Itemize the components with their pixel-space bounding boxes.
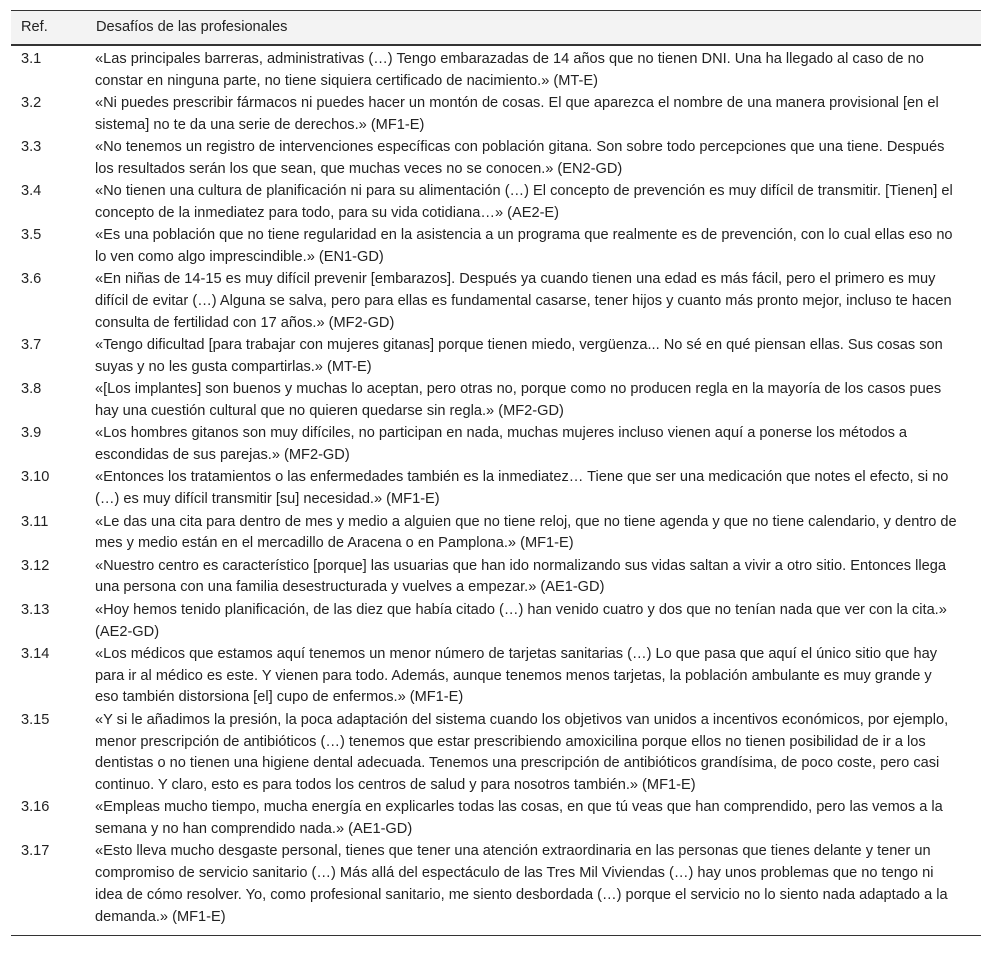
row-quote: «Ni puedes prescribir fármacos ni puedes hacer un montón de cosas. El que aparezca el nombre de una manera provisional [en el sistema] no te da una serie de derechos.» (MF1-E) [95, 94, 939, 133]
table-row [11, 644, 981, 710]
table-row [11, 600, 981, 644]
row-ref: 3.16 [21, 799, 50, 816]
challenges-table [11, 10, 981, 936]
header-challenges: Desafíos de las profesionales [96, 19, 288, 35]
row-quote: «Nuestro centro es característico [porque] las usuarias que han ido normalizando sus vidas saltan a vivir a otro sitio. Entonces llega una persona con una familia desestructurada y vuelves a empezar.» (AE1-GD) [95, 557, 946, 596]
row-ref: 3.15 [21, 711, 50, 728]
table-row [11, 335, 981, 379]
row-ref: 3.9 [21, 425, 42, 442]
row-ref: 3.5 [21, 227, 42, 244]
row-ref: 3.2 [21, 94, 42, 111]
table-body [11, 45, 981, 935]
row-ref: 3.11 [21, 513, 49, 530]
row-quote: «Tengo dificultad [para trabajar con mujeres gitanas] porque tienen miedo, vergüenza... No sé en qué piensan ellas. Sus cosas son suyas y no les gusta compartirlas.» (MT-E) [95, 337, 943, 375]
row-quote: «En niñas de 14-15 es muy difícil prevenir [embarazos]. Después ya cuando tienen una edad es más fácil, pero el primero es muy difícil de evitar (…) Alguna se salva, pero para ellas es fundamental casarse, tener hijos y cuanto más pronto mejor, incluso te hacen consulta de fertilidad con 17 años.» (MF2-GD) [95, 271, 952, 331]
challenges-table-container [11, 10, 981, 936]
row-quote: «No tienen una cultura de planificación ni para su alimentación (…) El concepto de prevención es muy difícil de transmitir. [Tienen] el concepto de la inmediatez para todo, para su vida cotidiana…» (AE2-E) [95, 183, 953, 221]
row-ref: 3.4 [21, 183, 42, 200]
table-row [11, 225, 981, 269]
table-row [11, 45, 981, 93]
row-quote: «Hoy hemos tenido planificación, de las diez que había citado (…) han venido cuatro y dos que no tenían nada que ver con la cita.» (AE2-GD) [95, 601, 947, 640]
table-row [11, 841, 981, 935]
row-ref: 3.3 [21, 138, 42, 155]
header-ref: Ref. [21, 19, 48, 35]
row-quote: «Es una población que no tiene regularidad en la asistencia a un programa que realmente es de prevención, con lo cual ellas eso no lo ven como algo imprescindible.» (EN1-GD) [95, 227, 953, 265]
row-ref: 3.13 [21, 601, 50, 618]
row-quote: «Las principales barreras, administrativas (…) Tengo embarazadas de 14 años que no tienen DNI. Una ha llegado al caso de no constar en ninguna parte, no tiene siquiera certificado de nacimiento.» (MT-E) [95, 50, 924, 89]
row-quote: «[Los implantes] son buenos y muchas lo aceptan, pero otras no, porque como no producen regla en la mayoría de los casos pues hay una cuestión cultural que no quieren quedarse sin regla.» (MF2-GD) [95, 381, 942, 420]
table-row [11, 467, 981, 511]
row-quote: «Esto lleva mucho desgaste personal, tienes que tener una atención extraordinaria en las personas que tienes delante y tener un compromiso de servicio sanitario (…) Más allá del espectáculo de las Tres Mil Viviendas (…) hay unos problemas que no tengo ni idea de cómo resolver. Yo, como profesional sanitario, me siento desbordada (…) porque el servicio no lo siento nada adaptado a la demanda.» (MF1-E) [95, 843, 948, 925]
table-row [11, 512, 981, 556]
header-row [11, 11, 981, 45]
row-ref: 3.1 [21, 50, 42, 67]
row-quote: «Le das una cita para dentro de mes y medio a alguien que no tiene reloj, que no tiene agenda y que no tiene calendario, y dentro de mes y medio están en el mercadillo de Aracena o en Pamplona.» (MF1-E) [95, 513, 957, 552]
table-row [11, 181, 981, 225]
row-ref: 3.17 [21, 843, 50, 860]
table-row [11, 137, 981, 181]
row-ref: 3.6 [21, 271, 42, 288]
row-ref: 3.12 [21, 557, 50, 574]
table-row [11, 710, 981, 798]
table-header [11, 11, 981, 45]
table-row [11, 556, 981, 600]
table-row [11, 797, 981, 841]
row-ref: 3.14 [21, 645, 50, 662]
row-ref: 3.7 [21, 337, 42, 354]
row-quote: «Y si le añadimos la presión, la poca adaptación del sistema cuando los objetivos van unidos a incentivos económicos, por ejemplo, menor prescripción de antibióticos (…) tenemos que estar prescribiendo amoxicilina porque ellos no tienen posibilidad de ir a los dentistas o no tienen una higiene dental adecuada. Tenemos una prescripción de antibióticos grandísima, de poco coste, pero casi continuo. Y claro, esto es para todos los centros de salud y para nosotros también.» (MF1-E) [95, 711, 949, 794]
row-quote: «Los médicos que estamos aquí tenemos un menor número de tarjetas sanitarias (…) Lo que pasa que aquí el único sitio que hay para ir al médico es este. Y vienen para todo. Además, aunque tenemos menos tarjetas, la población ambulante es muy grande y eso también distorsiona [el] cupo de enfermos.» (MF1-E) [95, 645, 938, 706]
row-ref: 3.8 [21, 381, 42, 398]
row-quote: «Entonces los tratamientos o las enfermedades también es la inmediatez… Tiene que ser una medicación que notes el efecto, si no (…) es muy difícil transmitir [su] necesidad.» (MF1-E) [95, 469, 949, 508]
row-ref: 3.10 [21, 469, 50, 486]
table-row [11, 269, 981, 335]
row-quote: «Los hombres gitanos son muy difíciles, no participan en nada, muchas mujeres incluso vienen aquí a ponerse los métodos a escondidas de sus parejas.» (MF2-GD) [95, 425, 908, 464]
table-row [11, 93, 981, 137]
row-quote: «Empleas mucho tiempo, mucha energía en explicarles todas las cosas, en que tú veas que han comprendido, pero las vemos a la semana y no han comprendido nada.» (AE1-GD) [95, 799, 943, 838]
table-row [11, 423, 981, 467]
table-row [11, 379, 981, 423]
row-quote: «No tenemos un registro de intervenciones específicas con población gitana. Son sobre todo percepciones que una tiene. Después los resultados serán los que sean, que muchas veces no se conocen.» (EN2-GD) [95, 138, 945, 177]
